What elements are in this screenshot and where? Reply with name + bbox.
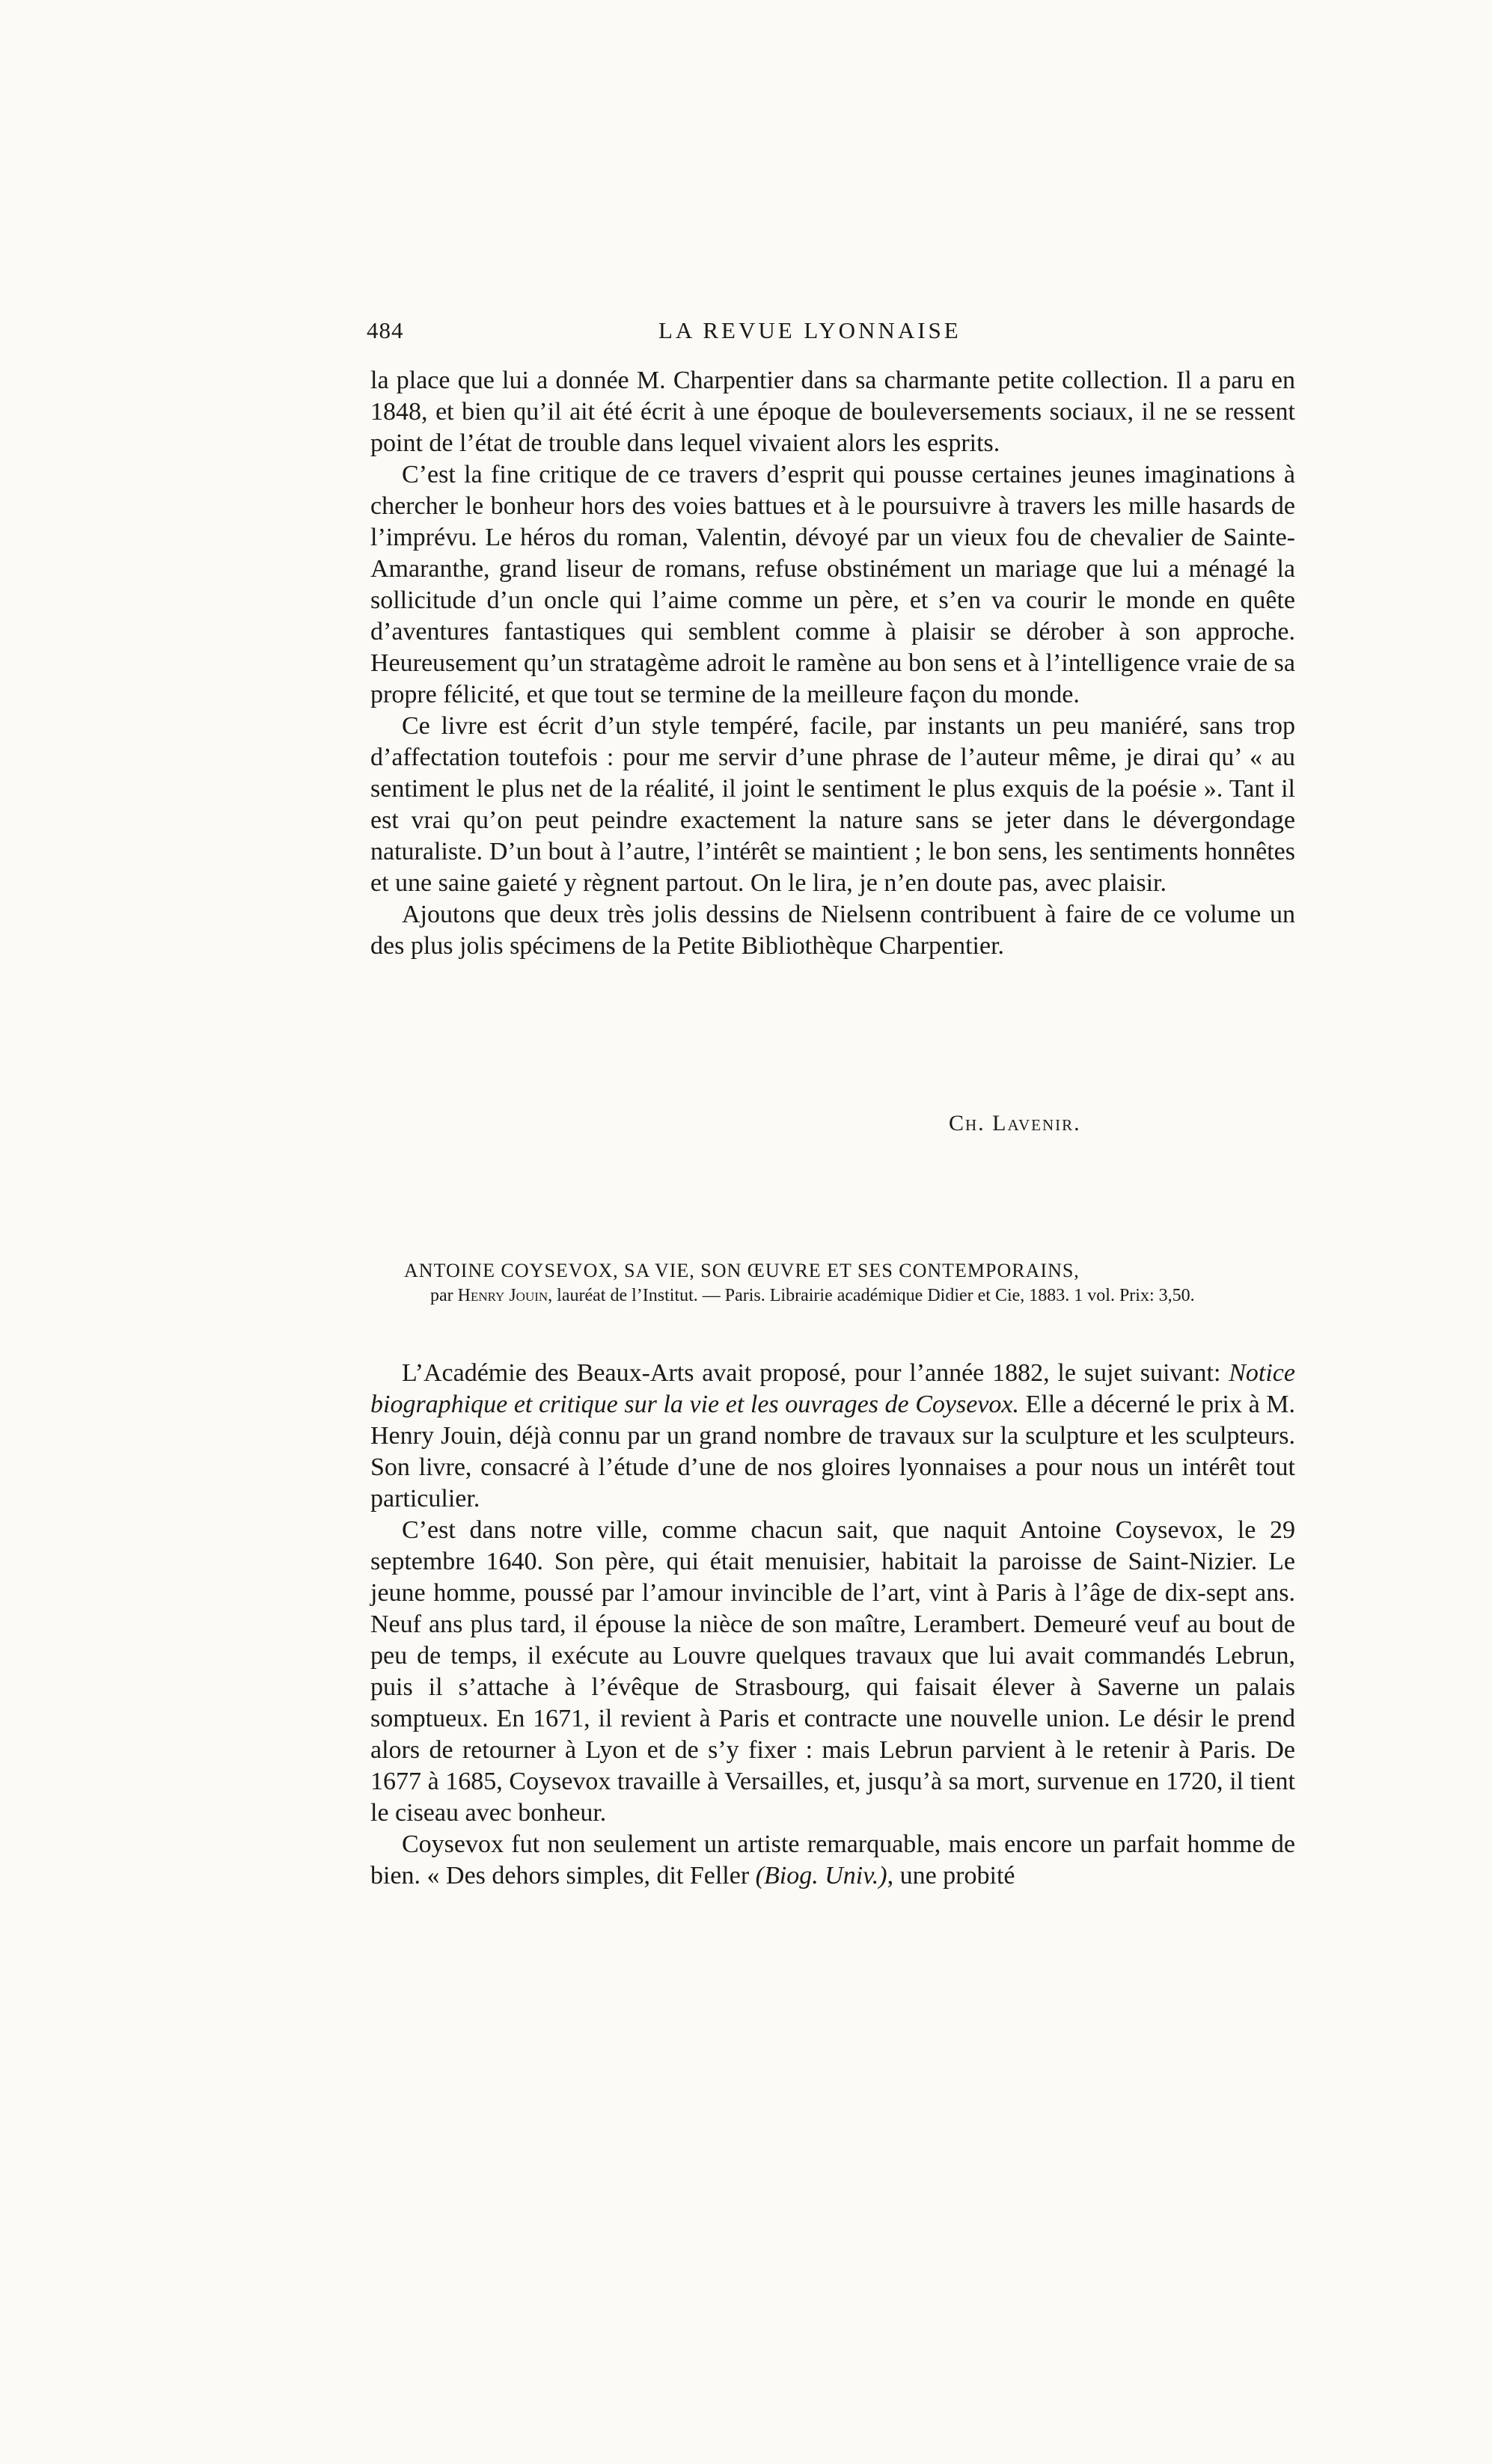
page-number: 484 [367,317,404,343]
author-signature: Ch. Lavenir. [949,1111,1081,1136]
paragraph: Ce livre est écrit d’un style tempéré, facile, par instants un peu maniéré, sans trop d’affectation toutefois : pour me servir d’une phrase de l’auteur même, je dirai qu’ « au sentiment le plus net de la réalité, il joint le sentiment le plus exquis de la poésie ». Tant il est vrai qu’on peut peindre exactement la nature sans se jeter dans le dévergondage naturaliste. D’un bout à l’autre, l’intérêt se maintient ; le bon sens, les sentiments honnêtes et une saine gaieté y règnent partout. On le lira, je n’en doute pas, avec plaisir. [370,712,1295,897]
paragraph: C’est dans notre ville, comme chacun sait, que naquit Antoine Coysevox, le 29 septembre 1640. Son père, qui était menuisier, habitait la paroisse de Saint-Nizier. Le jeune homme, poussé par l’amour invincible de l’art, vint à Paris à l’âge de dix-sept ans. Neuf ans plus tard, il épouse la nièce de son maître, Lerambert. Demeuré veuf au bout de peu de temps, il exécute au Louvre quelques travaux que lui avait commandés Lebrun, puis il s’attache à l’évêque de Strasbourg, qui faisait élever à Saverne un palais somptueux. En 1671, il revient à Paris et contracte une nouvelle union. Le désir le prend alors de retourner à Lyon et de s’y fixer : mais Lebrun parvient à le retenir à Paris. De 1677 à 1685, Coysevox travaille à Versailles, et, jusqu’à sa mort, survenue en 1720, il tient le ciseau avec bonheur. [370,1516,1295,1827]
citation-reference: (Biog. Univ.) [755,1862,887,1890]
paragraph-text: Elle a décerné le prix à M. Henry Jouin, déjà connu par un grand nombre de travaux sur la sculpture et les sculpteurs. Son livre, consacré à l’étude d’une de nos gloires lyonnaises a pour nous un intérêt tout particulier. [370,1391,1296,1513]
paragraph [370,1358,1295,1515]
book-notice-heading [404,1258,1294,1308]
paragraph: C’est la fine critique de ce travers d’esprit qui pousse certaines jeunes imaginations à chercher le bonheur hors des voies battues et à le poursuivre à travers les mille hasards de l’imprévu. Le héros du roman, Valentin, dévoyé par un vieux fou de chevalier de Sainte-Amaranthe, grand liseur de romans, refuse obstinément un mariage que lui a ménagé la sollicitude d’un oncle qui l’aime comme un père, et s’en va courir le monde en quête d’aventures fantastiques qui semblent comme à plaisir se dérober à son approche. Heureusement qu’un stratagème adroit le ramène au bon sens et à l’intelligence vraie de sa propre félicité, et que tout se termine de la meilleure façon du monde. [370,461,1295,708]
page-header [367,317,1294,355]
byline-prefix: par [430,1286,458,1305]
paragraph-text: L’Académie des Beaux-Arts avait proposé, pour l’année 1882, le sujet suivant: [402,1359,1229,1387]
publication-details: , lauréat de l’Institut. — Paris. Librairie académique Didier et Cie, 1883. 1 vol. Prix: 3,50. [548,1286,1195,1305]
book-author: Henry Jouin [457,1286,548,1305]
book-publication-info [430,1284,1294,1308]
review-charpentier-text [370,365,1295,962]
prize-subject: Notice biographique et critique sur la vie et les ouvrages de Coysevox. [370,1359,1295,1418]
paragraph: Ajoutons que deux très jolis dessins de Nielsenn contribuent à faire de ce volume un des plus jolis spécimens de la Petite Bibliothèque Charpentier. [370,901,1295,960]
review-coysevox-text [370,1358,1295,1892]
paragraph-text: Coysevox fut non seulement un artiste remarquable, mais encore un parfait homme de bien. « Des dehors simples, dit Feller [370,1830,1295,1890]
paragraph [370,1829,1295,1892]
running-title: LA REVUE LYONNAISE [658,317,961,343]
paragraph: la place que lui a donnée M. Charpentier dans sa charmante petite collection. Il a paru en 1848, et bien qu’il ait été écrit à une époque de bouleversements sociaux, il ne se ressent point de l’état de trouble dans lequel vivaient alors les esprits. [370,367,1295,457]
book-title: ANTOINE COYSEVOX, SA VIE, SON ŒUVRE ET SES CONTEMPORAINS, [404,1260,1080,1281]
paragraph-text: , une probité [887,1862,1015,1890]
